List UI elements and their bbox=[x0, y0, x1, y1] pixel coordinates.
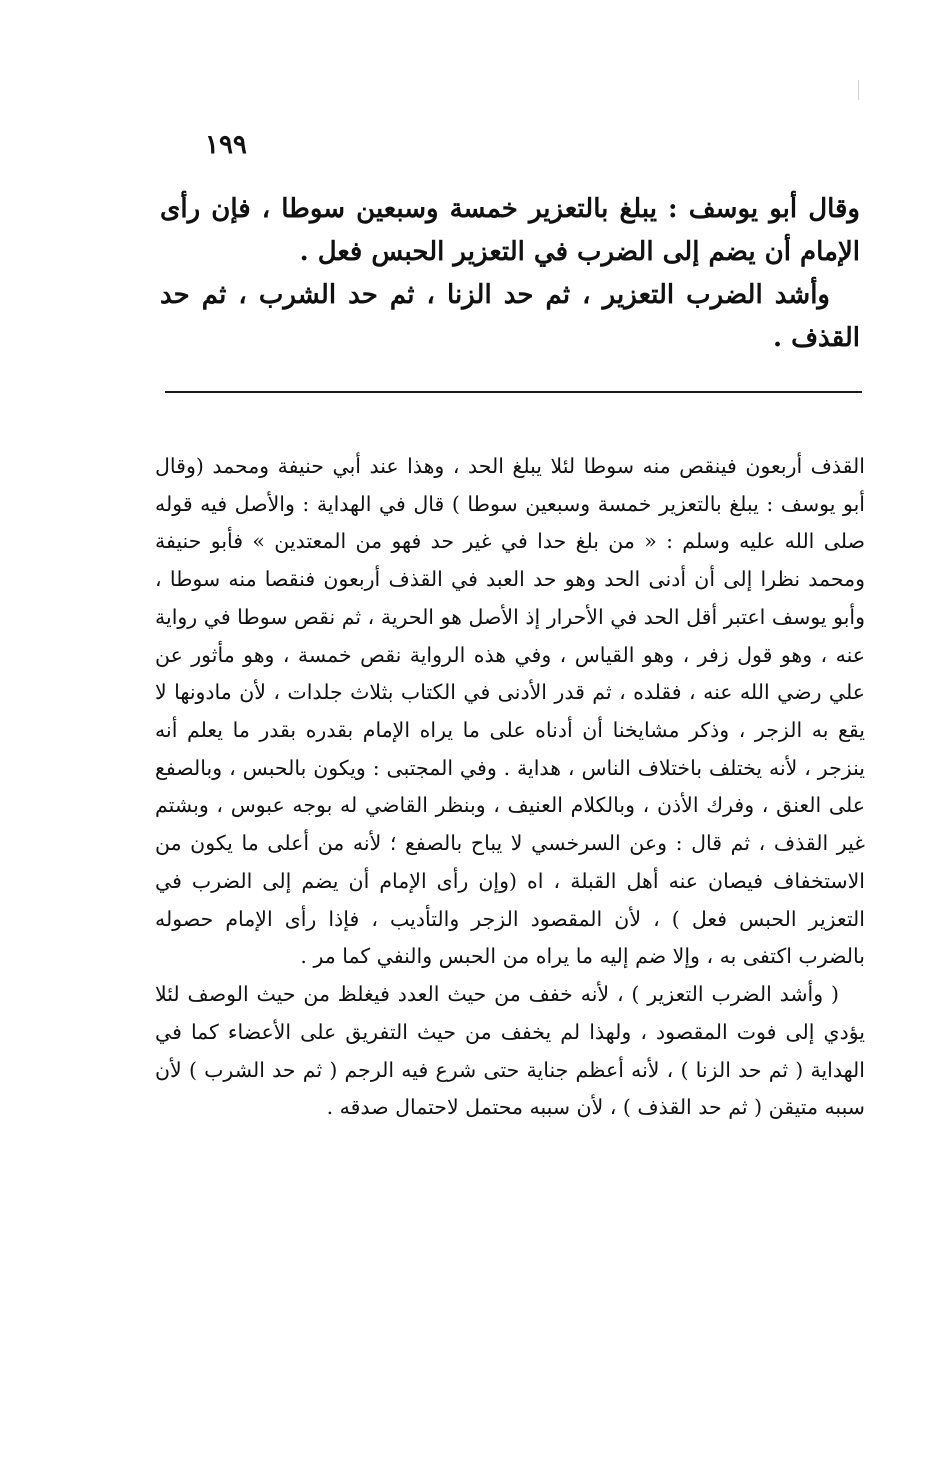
commentary-paragraph: القذف أربعون فينقص منه سوطا لئلا يبلغ الحد ، وهذا عند أبي حنيفة ومحمد (وقال أبو يوسف : يبلغ بالتعزير خمسة وسبعين سوطا ) قال في الهداية : والأصل فيه قوله صلى الله عليه وسلم : « من بلغ حدا في غير حد فهو من المعتدين » فأبو حنيفة ومحمد نظرا إلى أن أدنى الحد وهو حد العبد في القذف أربعون فنقصا منه سوطا ، وأبو يوسف اعتبر أقل الحد في الأحرار إذ الأصل هو الحرية ، ثم نقص سوطا في رواية عنه ، وهو قول زفر ، وهو القياس ، وفي هذه الرواية نقص خمسة ، وهو مأثور عن علي رضي الله عنه ، فقلده ، ثم قدر الأدنى في الكتاب بثلاث جلدات ، لأن مادونها لا يقع به الزجر ، وذكر مشايخنا أن أدناه على ما يراه الإمام بقدره بقدر ما يعلم أنه ينزجر ، لأنه يختلف باختلاف الناس ، هداية . وفي المجتبى : ويكون بالحبس ، وبالصفع على العنق ، وفرك الأذن ، وبالكلام العنيف ، وبنظر القاضي له بوجه عبوس ، وبشتم غير القذف ، ثم قال : وعن السرخسي لا يباح بالصفع ؛ لأنه من أعلى ما يكون من الاستخفاف فيصان عنه أهل القبلة ، اه (وإن رأى الإمام أن يضم إلى الضرب في التعزير الحبس فعل ) ، لأن المقصود الزجر والتأديب ، فإذا رأى الإمام حصوله بالضرب اكتفى به ، وإلا ضم إليه ما يراه من الحبس والنفي كما مر . bbox=[155, 454, 865, 969]
scan-margin-mark bbox=[858, 80, 859, 100]
main-text-paragraph: وأشد الضرب التعزير ، ثم حد الزنا ، ثم حد الشرب ، ثم حد القذف . bbox=[160, 279, 860, 353]
page-number: ١٩٩ bbox=[205, 130, 247, 160]
separator-line bbox=[165, 391, 862, 393]
commentary-paragraph: ( وأشد الضرب التعزير ) ، لأنه خفف من حيث العدد فيغلظ من حيث الوصف لئلا يؤدي إلى فوت المقصود ، ولهذا لم يخفف من حيث التفريق على الأعضاء كما في الهداية ( ثم حد الزنا ) ، لأنه أعظم جناية حتى شرع فيه الرجم ( ثم حد الشرب ) لأن سببه متيقن ( ثم حد القذف ) ، لأن سببه محتمل لاحتمال صدقه . bbox=[155, 982, 865, 1120]
commentary-text bbox=[155, 448, 865, 1127]
main-text-paragraph: وقال أبو يوسف : يبلغ بالتعزير خمسة وسبعين سوطا ، فإن رأى الإمام أن يضم إلى الضرب في التعزير الحبس فعل . bbox=[160, 194, 860, 267]
main-text bbox=[160, 188, 860, 360]
